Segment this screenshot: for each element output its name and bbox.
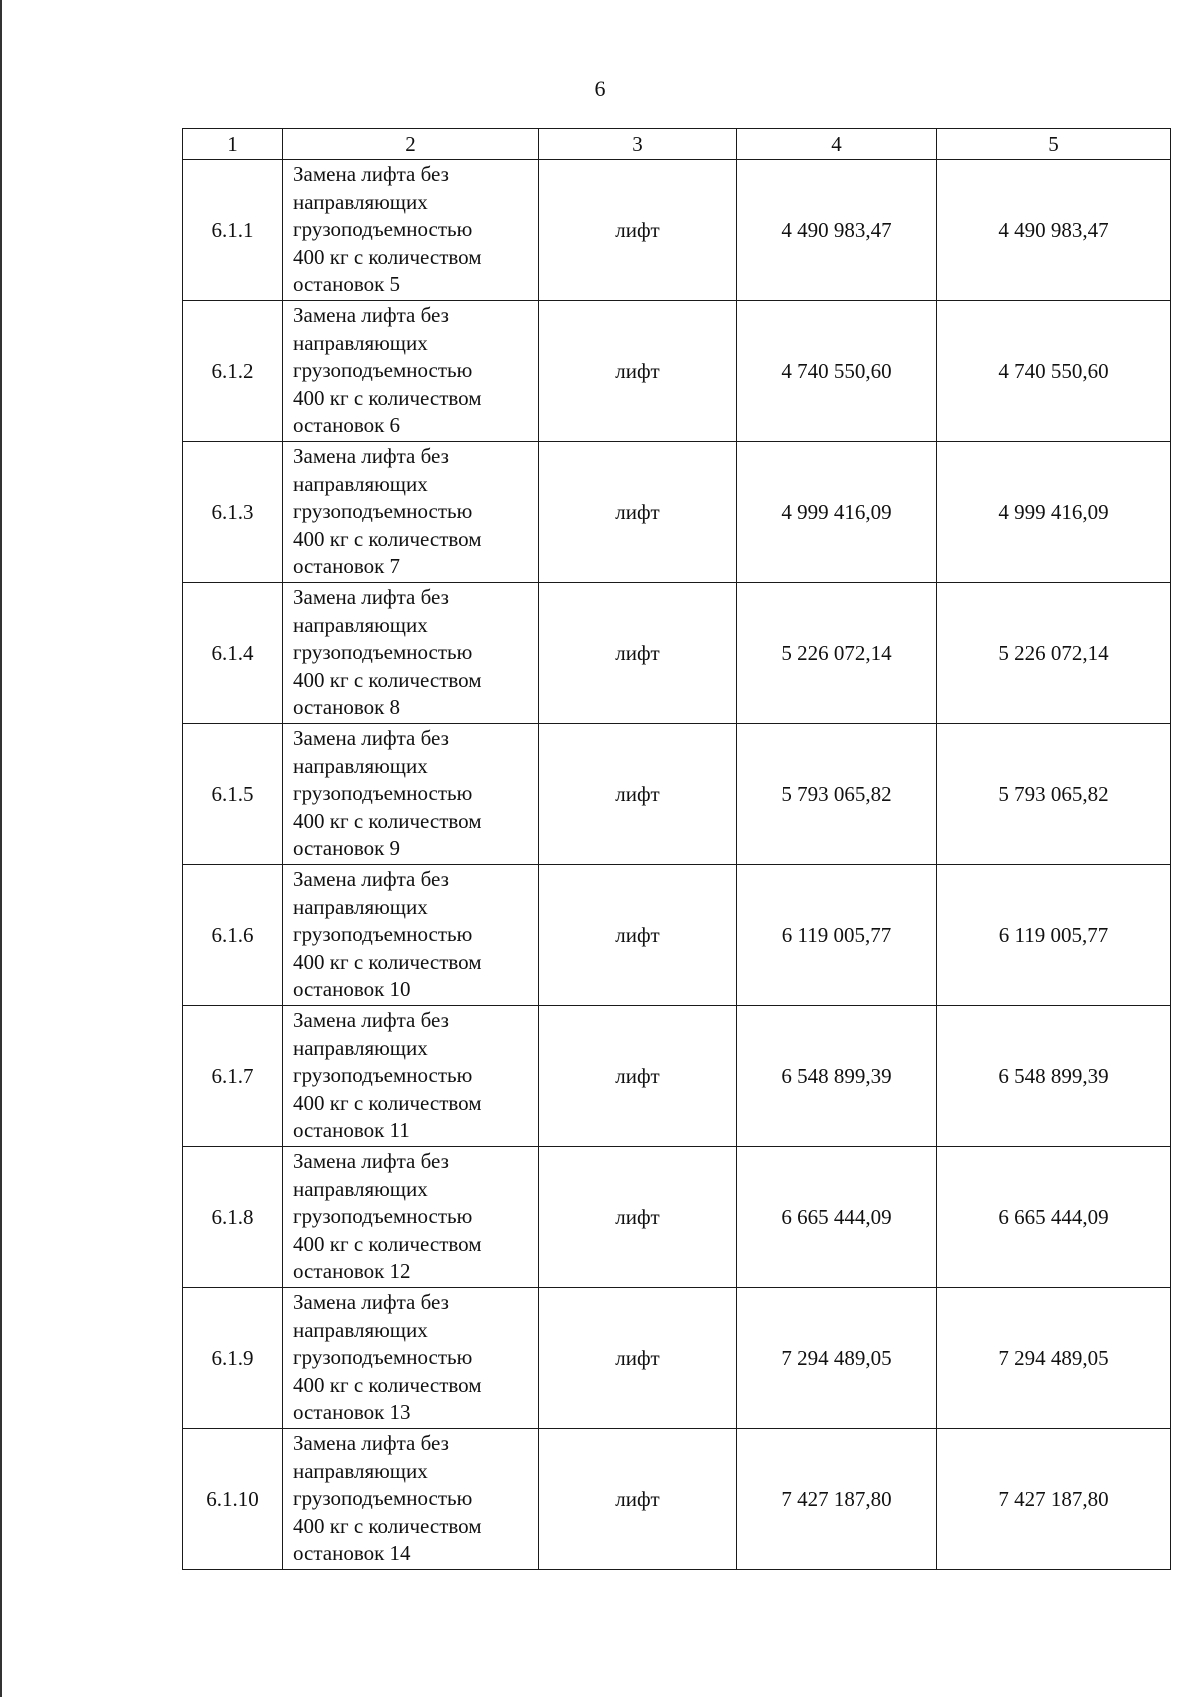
description-line: остановок 7 xyxy=(293,554,401,578)
description-line: направляющих xyxy=(293,1317,428,1342)
row-number: 6.1.8 xyxy=(183,1147,283,1288)
row-total: 6 119 005,77 xyxy=(937,865,1171,1006)
row-number: 6.1.5 xyxy=(183,724,283,865)
description-line: направляющих xyxy=(293,1035,428,1060)
description-line: Замена лифта без xyxy=(293,726,449,750)
description-line: остановок 11 xyxy=(293,1118,410,1142)
row-unit: лифт xyxy=(539,724,737,865)
row-unit: лифт xyxy=(539,583,737,724)
table-row xyxy=(183,1288,1171,1429)
description-line: направляющих xyxy=(293,894,428,919)
description-line: грузоподъемностью xyxy=(293,1486,473,1510)
description-line: грузоподъемностью xyxy=(293,1345,473,1369)
description-line: грузоподъемностью xyxy=(293,1204,473,1228)
row-description xyxy=(283,1006,539,1147)
row-number: 6.1.9 xyxy=(183,1288,283,1429)
description-line: грузоподъемностью xyxy=(293,358,473,382)
row-total: 7 427 187,80 xyxy=(937,1429,1171,1570)
row-description xyxy=(283,1429,539,1570)
row-total: 7 294 489,05 xyxy=(937,1288,1171,1429)
row-description xyxy=(283,301,539,442)
description-line: грузоподъемностью xyxy=(293,640,473,664)
row-number: 6.1.1 xyxy=(183,160,283,301)
row-unit: лифт xyxy=(539,1429,737,1570)
price-table xyxy=(182,128,1171,1570)
row-unit-price: 5 793 065,82 xyxy=(737,724,937,865)
description-line: Замена лифта без xyxy=(293,1431,449,1455)
description-line: грузоподъемностью xyxy=(293,499,473,523)
description-line: 400 кг с количеством xyxy=(293,667,482,692)
row-unit: лифт xyxy=(539,865,737,1006)
row-unit-price: 4 740 550,60 xyxy=(737,301,937,442)
description-line: Замена лифта без xyxy=(293,867,449,891)
description-line: Замена лифта без xyxy=(293,1008,449,1032)
description-line: направляющих xyxy=(293,1458,428,1483)
description-line: грузоподъемностью xyxy=(293,922,473,946)
header-col-2: 2 xyxy=(283,129,539,160)
description-line: 400 кг с количеством xyxy=(293,949,482,974)
header-col-3: 3 xyxy=(539,129,737,160)
table-row xyxy=(183,301,1171,442)
header-col-1: 1 xyxy=(183,129,283,160)
description-line: 400 кг с количеством xyxy=(293,1372,482,1397)
description-line: грузоподъемностью xyxy=(293,217,473,241)
header-col-4: 4 xyxy=(737,129,937,160)
table-row xyxy=(183,1147,1171,1288)
table-row xyxy=(183,724,1171,865)
description-line: остановок 13 xyxy=(293,1400,411,1424)
description-line: грузоподъемностью xyxy=(293,1063,473,1087)
description-line: Замена лифта без xyxy=(293,1290,449,1314)
row-description xyxy=(283,442,539,583)
description-line: остановок 5 xyxy=(293,272,401,296)
description-line: 400 кг с количеством xyxy=(293,526,482,551)
description-line: остановок 8 xyxy=(293,695,401,719)
description-line: направляющих xyxy=(293,189,428,214)
description-line: 400 кг с количеством xyxy=(293,385,482,410)
table-row xyxy=(183,442,1171,583)
row-total: 6 665 444,09 xyxy=(937,1147,1171,1288)
row-unit: лифт xyxy=(539,1147,737,1288)
description-line: направляющих xyxy=(293,471,428,496)
description-line: направляющих xyxy=(293,330,428,355)
table-row xyxy=(183,160,1171,301)
table-row xyxy=(183,1006,1171,1147)
description-line: Замена лифта без xyxy=(293,585,449,609)
description-line: 400 кг с количеством xyxy=(293,808,482,833)
page-left-edge xyxy=(0,0,2,1697)
row-unit-price: 5 226 072,14 xyxy=(737,583,937,724)
row-unit: лифт xyxy=(539,301,737,442)
row-description xyxy=(283,160,539,301)
row-total: 4 490 983,47 xyxy=(937,160,1171,301)
row-unit-price: 6 665 444,09 xyxy=(737,1147,937,1288)
row-unit-price: 6 548 899,39 xyxy=(737,1006,937,1147)
description-line: 400 кг с количеством xyxy=(293,1513,482,1538)
description-line: остановок 12 xyxy=(293,1259,411,1283)
row-total: 6 548 899,39 xyxy=(937,1006,1171,1147)
row-description xyxy=(283,724,539,865)
row-description xyxy=(283,1288,539,1429)
row-unit-price: 4 490 983,47 xyxy=(737,160,937,301)
page-number: 6 xyxy=(594,76,606,101)
header-col-5: 5 xyxy=(937,129,1171,160)
table-row xyxy=(183,1429,1171,1570)
header-row xyxy=(183,129,1171,160)
row-unit: лифт xyxy=(539,160,737,301)
table-row xyxy=(183,865,1171,1006)
row-number: 6.1.2 xyxy=(183,301,283,442)
row-number: 6.1.4 xyxy=(183,583,283,724)
description-line: Замена лифта без xyxy=(293,303,449,327)
row-unit-price: 6 119 005,77 xyxy=(737,865,937,1006)
description-line: Замена лифта без xyxy=(293,444,449,468)
table-body xyxy=(183,160,1171,1570)
table-row xyxy=(183,583,1171,724)
row-unit: лифт xyxy=(539,442,737,583)
description-line: направляющих xyxy=(293,753,428,778)
description-line: Замена лифта без xyxy=(293,162,449,186)
row-total: 4 999 416,09 xyxy=(937,442,1171,583)
description-line: остановок 9 xyxy=(293,836,401,860)
row-unit: лифт xyxy=(539,1006,737,1147)
description-line: остановок 14 xyxy=(293,1541,411,1565)
description-line: 400 кг с количеством xyxy=(293,1231,482,1256)
description-line: направляющих xyxy=(293,612,428,637)
row-total: 5 793 065,82 xyxy=(937,724,1171,865)
row-unit-price: 4 999 416,09 xyxy=(737,442,937,583)
row-description xyxy=(283,1147,539,1288)
row-unit: лифт xyxy=(539,1288,737,1429)
description-line: 400 кг с количеством xyxy=(293,1090,482,1115)
row-unit-price: 7 294 489,05 xyxy=(737,1288,937,1429)
row-description xyxy=(283,865,539,1006)
description-line: грузоподъемностью xyxy=(293,781,473,805)
description-line: Замена лифта без xyxy=(293,1149,449,1173)
row-total: 5 226 072,14 xyxy=(937,583,1171,724)
row-total: 4 740 550,60 xyxy=(937,301,1171,442)
row-number: 6.1.3 xyxy=(183,442,283,583)
description-line: остановок 10 xyxy=(293,977,411,1001)
row-number: 6.1.10 xyxy=(183,1429,283,1570)
description-line: 400 кг с количеством xyxy=(293,244,482,269)
row-number: 6.1.6 xyxy=(183,865,283,1006)
description-line: направляющих xyxy=(293,1176,428,1201)
row-description xyxy=(283,583,539,724)
description-line: остановок 6 xyxy=(293,413,401,437)
table-header xyxy=(183,129,1171,160)
row-number: 6.1.7 xyxy=(183,1006,283,1147)
row-unit-price: 7 427 187,80 xyxy=(737,1429,937,1570)
